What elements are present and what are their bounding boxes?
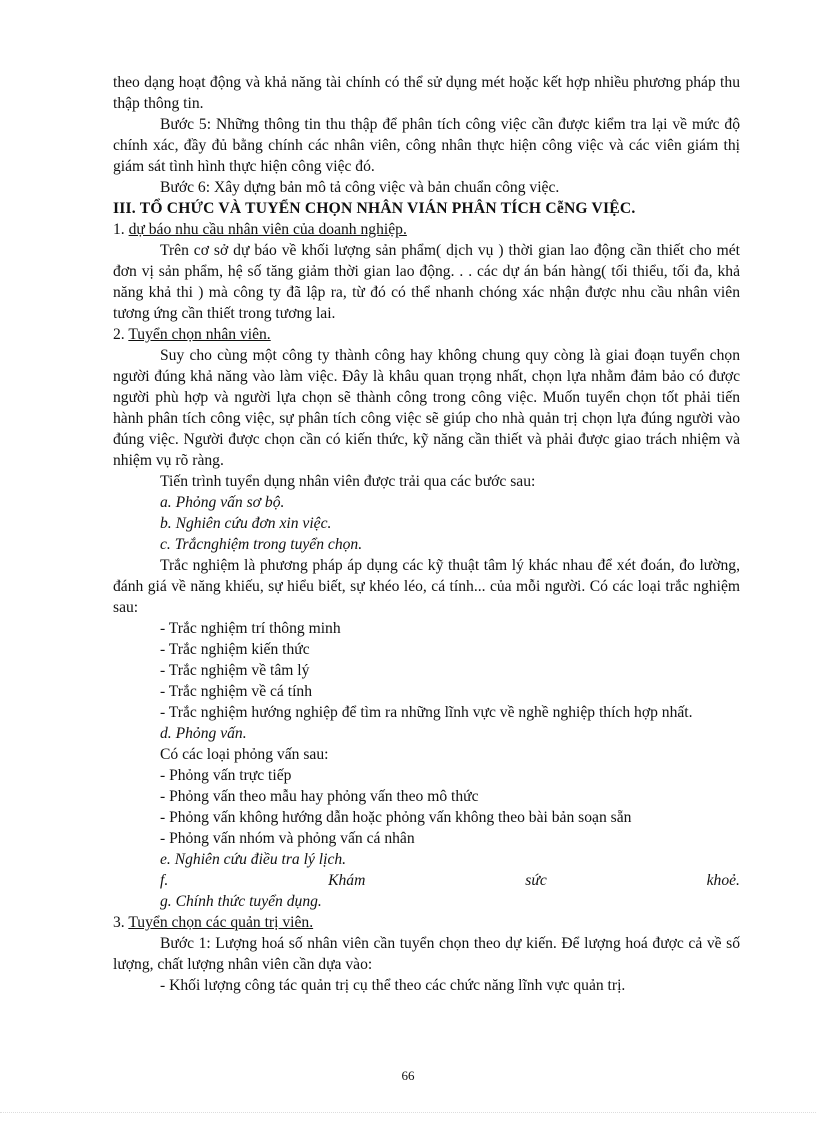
page-bottom-divider — [0, 1112, 816, 1113]
step-f-word: sức — [525, 872, 547, 889]
paragraph: Có các loại phỏng vấn sau: — [160, 746, 329, 763]
paragraph: Tiến trình tuyển dụng nhân viên được trải qua các bước sau: — [160, 473, 536, 490]
paragraph: Trên cơ sở dự báo về khối lượng sản phẩm( dịch vụ ) thời gian lao động cần thiết cho mét đơn vị sản phẩm, hệ số tăng giảm thời gian lao động. . . các dự án bán hàng( tối thiểu, tối đa, khả năng khả thi ) mà công ty đã lập ra, từ đó có thể nhanh chóng xác nhận được nhu cầu nhân viên tương ứng cần thiết trong tương lai. — [113, 242, 740, 322]
section-heading-iii: III. TỔ CHỨC VÀ TUYỂN CHỌN NHÂN VIÁN PHÂN TÍCH CễNG VIỆC. — [113, 200, 636, 217]
subsection-2-heading — [113, 324, 740, 345]
step-item: c. Trắcnghiệm trong tuyển chọn. — [160, 536, 363, 553]
list-item: - Trắc nghiệm trí thông minh — [160, 620, 341, 637]
list-item: - Phỏng vấn theo mẫu hay phỏng vấn theo mô thức — [160, 788, 479, 805]
list-item: - Trắc nghiệm hướng nghiệp để tìm ra những lĩnh vực về nghề nghiệp thích hợp nhất. — [160, 704, 693, 721]
document-page — [113, 72, 740, 996]
paragraph: theo dạng hoạt động và khả năng tài chính có thể sử dụng mét hoặc kết hợp nhiều phương pháp thu thập thông tin. — [113, 74, 740, 112]
subsection-title: Tuyển chọn các quản trị viên. — [128, 914, 314, 931]
list-item: - Phỏng vấn nhóm và phỏng vấn cá nhân — [160, 830, 415, 847]
paragraph: Suy cho cùng một công ty thành công hay không chung quy còng là giai đoạn tuyển chọn người đúng khả năng vào làm việc. Đây là khâu quan trọng nhất, chọn lựa nhằm đảm bảo có được người phù hợp và người lựa chọn sẽ thành công trong công việc. Muốn tuyển chọn tốt phải tiến hành phân tích công việc, sự phân tích công việc sẽ giúp cho nhà quản trị chọn lựa đúng người vào đúng việc. Người được chọn cần có kiến thức, kỹ năng cần thiết và phải được giao trách nhiệm và nhiệm vụ rõ ràng. — [113, 347, 740, 469]
step-item: b. Nghiên cứu đơn xin việc. — [160, 515, 332, 532]
list-item: - Trắc nghiệm về tâm lý — [160, 662, 310, 679]
paragraph-step-6: Bước 6: Xây dựng bản mô tả công việc và bản chuẩn công việc. — [160, 179, 560, 196]
subsection-3-heading — [113, 912, 740, 933]
subsection-1-heading — [113, 219, 740, 240]
subsection-title: Tuyển chọn nhân viên. — [128, 326, 271, 343]
page-number: 66 — [401, 1068, 415, 1083]
step-item-f — [113, 870, 740, 891]
subsection-number: 1. — [113, 221, 125, 238]
list-item: - Trắc nghiệm về cá tính — [160, 683, 313, 700]
subsection-number: 2. — [113, 326, 125, 343]
step-item: e. Nghiên cứu điều tra lý lịch. — [160, 851, 347, 868]
list-item: - Phỏng vấn không hướng dẫn hoặc phỏng vấn không theo bài bản soạn sẵn — [160, 809, 632, 826]
list-item: - Trắc nghiệm kiến thức — [160, 641, 310, 658]
step-item: g. Chính thức tuyển dụng. — [160, 893, 322, 910]
step-item: a. Phỏng vấn sơ bộ. — [160, 494, 285, 511]
step-item: d. Phỏng vấn. — [160, 725, 247, 742]
list-item: - Khối lượng công tác quản trị cụ thể theo các chức năng lĩnh vực quản trị. — [160, 977, 626, 994]
paragraph-step-5: Bước 5: Những thông tin thu thập để phân tích công việc cần được kiểm tra lại về mức độ chính xác, đầy đủ bằng chính các nhân viên, công nhân thực hiện công việc và các viên giám thị giám sát tình hình thực hiện công việc đó. — [113, 116, 740, 175]
list-item: - Phỏng vấn trực tiếp — [160, 767, 292, 784]
paragraph: Trắc nghiệm là phương pháp áp dụng các kỹ thuật tâm lý khác nhau để xét đoán, đo lường, đánh giá về năng khiếu, sự hiểu biết, sự khéo léo, cá tính... của mỗi người. Có các loại trắc nghiệm sau: — [113, 557, 740, 616]
paragraph: Bước 1: Lượng hoá số nhân viên cần tuyển chọn theo dự kiến. Để lượng hoá được cả về số lượng, chất lượng nhân viên cần dựa vào: — [113, 935, 740, 973]
subsection-title: dự báo nhu cầu nhân viên của doanh nghiệp. — [128, 221, 407, 238]
subsection-number: 3. — [113, 914, 125, 931]
step-f-word: khoẻ. — [706, 872, 740, 889]
step-f-word: f. — [160, 872, 169, 889]
step-f-word: Khám — [328, 872, 366, 889]
